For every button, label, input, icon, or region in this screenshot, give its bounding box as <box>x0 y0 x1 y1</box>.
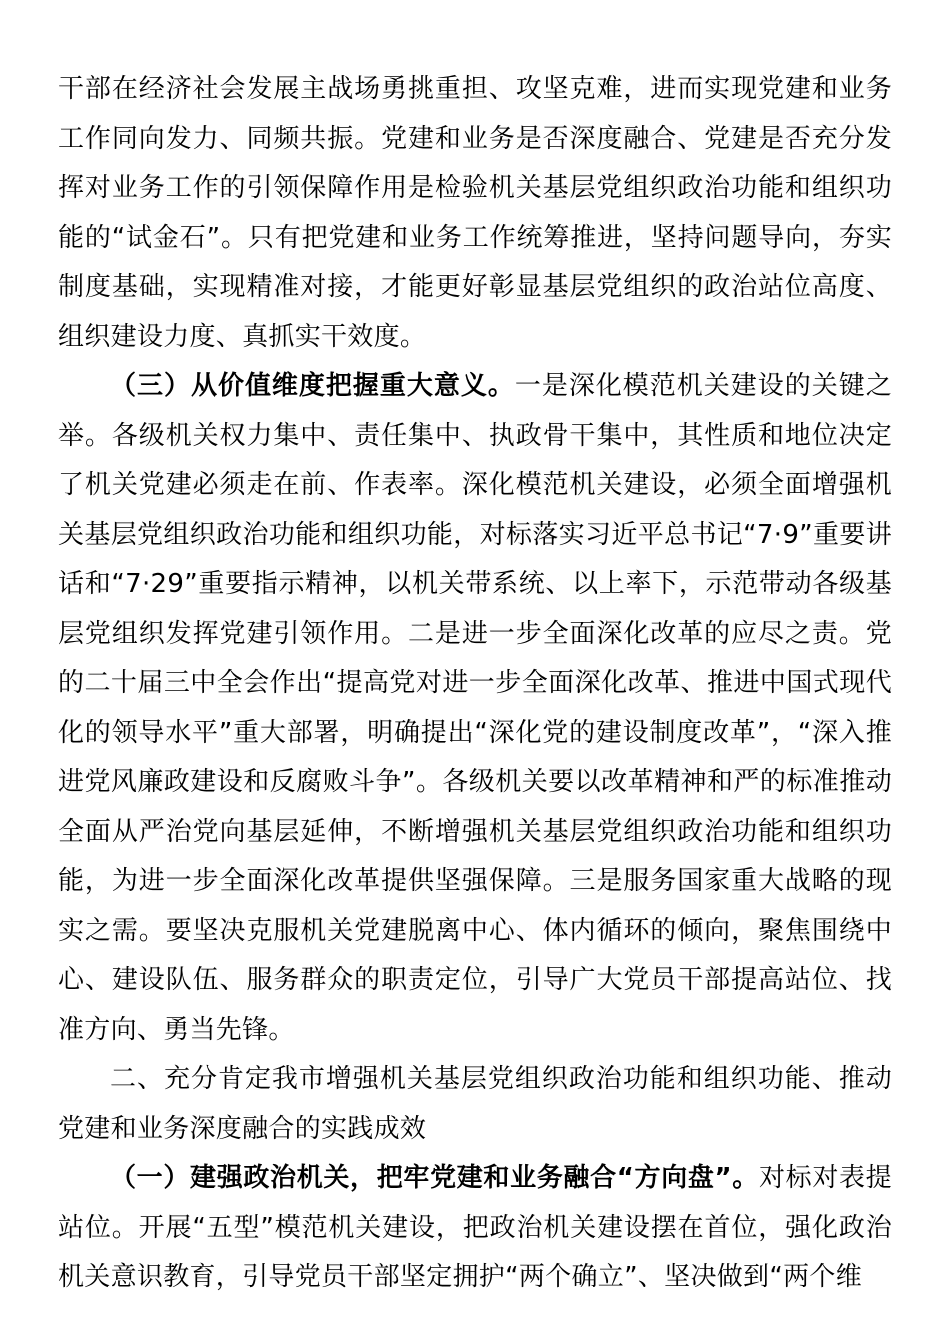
document-page <box>58 65 892 1303</box>
paragraph-section-three <box>58 362 892 1055</box>
chapter-heading-two <box>58 1055 892 1154</box>
paragraph-continuation <box>58 65 892 362</box>
section-heading-three: （三）从价值维度把握重大意义。 <box>110 371 515 401</box>
paragraph-text: 对标对表提站位。开展“五型”模范机关建设，把政治机关建设摆在首位，强化政治机关意识教育，引导党员干部坚定拥护“两个确立”、坚决做到“两个维 <box>58 1163 892 1292</box>
paragraph-text: 一是深化模范机关建设的关键之举。各级机关权力集中、责任集中、执政骨干集中，其性质和地位决定了机关党建必须走在前、作表率。深化模范机关建设，必须全面增强机关基层党组织政治功能和组织功能，对标落实习近平总书记“7·9”重要讲话和“7·29”重要指示精神，以机关带系统、以上率下，示范带动各级基层党组织发挥党建引领作用。二是进一步全面深化改革的应尽之责。党的二十届三中全会作出“提高党对进一步全面深化改革、推进中国式现代化的领导水平”重大部署，明确提出“深化党的建设制度改革”，“深入推进党风廉政建设和反腐败斗争”。各级机关要以改革精神和严的标准推动全面从严治党向基层延伸，不断增强机关基层党组织政治功能和组织功能，为进一步全面深化改革提供坚强保障。三是服务国家重大战略的现实之需。要坚决克服机关党建脱离中心、体内循环的倾向，聚焦围绕中心、建设队伍、服务群众的职责定位，引导广大党员干部提高站位、找准方向、勇当先锋。 <box>58 371 892 1045</box>
chapter-heading-text: 二、充分肯定我市增强机关基层党组织政治功能和组织功能、推动党建和业务深度融合的实践成效 <box>58 1064 892 1144</box>
section-heading-one: （一）建强政治机关，把牢党建和业务融合“方向盘”。 <box>110 1163 759 1193</box>
paragraph-text: 干部在经济社会发展主战场勇挑重担、攻坚克难，进而实现党建和业务工作同向发力、同频共振。党建和业务是否深度融合、党建是否充分发挥对业务工作的引领保障作用是检验机关基层党组织政治功能和组织功能的“试金石”。只有把党建和业务工作统筹推进，坚持问题导向，夯实制度基础，实现精准对接，才能更好彰显基层党组织的政治站位高度、组织建设力度、真抓实干效度。 <box>58 74 892 352</box>
paragraph-subsection-one <box>58 1154 892 1303</box>
